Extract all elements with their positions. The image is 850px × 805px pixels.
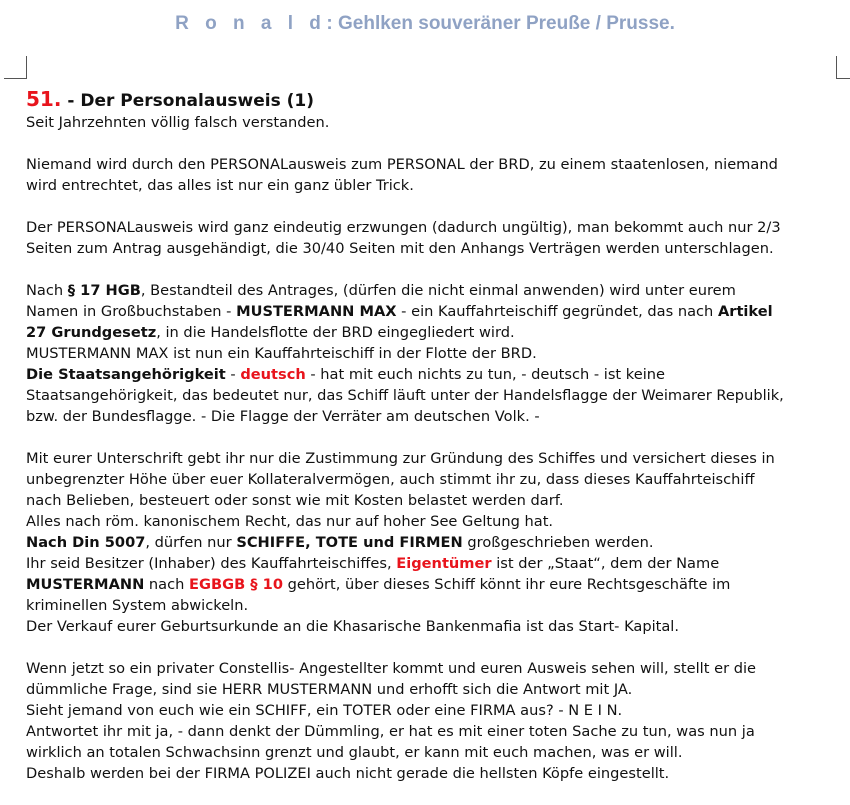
- section-title: [26, 86, 846, 112]
- text-run: Ihr seid Besitzer (Inhaber) des Kauffahrteischiffes,: [26, 555, 397, 572]
- text-run: , in die Handelsflotte der BRD eingegliedert wird.: [156, 324, 515, 341]
- paragraph-line: dümmliche Frage, sind sie HERR MUSTERMANN und erhofft sich die Antwort mit JA.: [26, 681, 633, 698]
- paragraph-line: Deshalb werden bei der FIRMA POLIZEI auch nicht gerade die hellsten Köpfe eingestellt.: [26, 765, 670, 782]
- paragraph-line: unbegrenzter Höhe über euer Kollateralvermögen, auch stimmt ihr zu, dass dieses Kauffahrteischiff: [26, 471, 755, 488]
- mustermann-bold: MUSTERMANN MAX: [236, 303, 397, 320]
- text-run: nach: [144, 576, 190, 593]
- paragraph-line: Wenn jetzt so ein privater Constellis- Angestellter kommt und euren Ausweis sehen will, stellt er die: [26, 660, 757, 677]
- staatsangehoerigkeit-bold: Die Staatsangehörigkeit: [26, 366, 226, 383]
- paragraph-line: Der Verkauf eurer Geburtsurkunde an die Khasarische Bankenmafia ist das Start- Kapital.: [26, 618, 680, 635]
- schiffe-tote-firmen-bold: SCHIFFE, TOTE und FIRMEN: [236, 534, 463, 551]
- paragraph-gap: [26, 196, 846, 217]
- deutsch-highlight: deutsch: [240, 366, 306, 383]
- text-run: großgeschrieben werden.: [462, 534, 654, 551]
- grundgesetz-bold: 27 Grundgesetz: [26, 324, 157, 341]
- paragraph-line: Seiten zum Antrag ausgehändigt, die 30/40 Seiten mit den Anhangs Verträgen werden unterschlagen.: [26, 240, 774, 257]
- text-run: gehört, über dieses Schiff könnt ihr eure Rechtsgeschäfte im: [283, 576, 731, 593]
- header-author-name: R o n a l d: [175, 13, 327, 34]
- paragraph-gap: [26, 427, 846, 448]
- paragraph-line: Mit eurer Unterschrift gebt ihr nur die Zustimmung zur Gründung des Schiffes und versichert dieses in: [26, 450, 775, 467]
- section-title-text: - Der Personalausweis (1): [61, 91, 315, 111]
- paragraph-gap: [26, 637, 846, 658]
- text-run: , Bestandteil des Antrages, (dürfen die nicht einmal anwenden) wird unter eurem: [140, 282, 736, 299]
- egbgb-highlight: EGBGB § 10: [189, 576, 283, 593]
- crop-mark-right: [836, 56, 850, 79]
- paragraph-line: Staatsangehörigkeit, das bedeutet nur, das Schiff läuft unter der Handelsflagge der Weimarer Republik,: [26, 387, 784, 404]
- section-number: 51.: [26, 87, 62, 111]
- paragraph-gap: [26, 133, 846, 154]
- paragraph-line: nach Belieben, besteuert oder sonst wie mit Kosten belastet werden darf.: [26, 492, 564, 509]
- page-header: [0, 13, 850, 35]
- paragraph-line: Alles nach röm. kanonischem Recht, das nur auf hoher See Geltung hat.: [26, 513, 554, 530]
- paragraph-line: Niemand wird durch den PERSONALausweis zum PERSONAL der BRD, zu einem staatenlosen, niemand: [26, 156, 778, 173]
- paragraph-line: bzw. der Bundesflagge. - Die Flagge der Verräter am deutschen Volk. -: [26, 408, 540, 425]
- eigentuemer-highlight: Eigentümer: [396, 555, 492, 572]
- paragraph-line: wirklich an totalen Schwachsinn grenzt und glaubt, er kann mit euch machen, was er will.: [26, 744, 683, 761]
- paragraph-line: Sieht jemand von euch wie ein SCHIFF, ein TOTER oder eine FIRMA aus? - N E I N.: [26, 702, 623, 719]
- paragraph-line: MUSTERMANN MAX ist nun ein Kauffahrteischiff in der Flotte der BRD.: [26, 345, 537, 362]
- paragraph-gap: [26, 259, 846, 280]
- text-run: -: [225, 366, 241, 383]
- text-run: - ein Kauffahrteischiff gegründet, das nach: [396, 303, 718, 320]
- paragraph-line: kriminellen System abwickeln.: [26, 597, 249, 614]
- paragraph-line: [26, 532, 846, 553]
- document-body: [26, 86, 846, 784]
- paragraph-line: wird entrechtet, das alles ist nur ein ganz übler Trick.: [26, 177, 414, 194]
- paragraph-line: [26, 574, 846, 595]
- din-reference: Nach Din 5007: [26, 534, 146, 551]
- text-run: Namen in Großbuchstaben -: [26, 303, 237, 320]
- paragraph-line: [26, 301, 846, 322]
- paragraph-line: Der PERSONALausweis wird ganz eindeutig erzwungen (dadurch ungültig), man bekommt auch nur 2/3: [26, 219, 781, 236]
- text-run: , dürfen nur: [145, 534, 237, 551]
- paragraph-line: [26, 322, 846, 343]
- hgb-reference: § 17 HGB: [67, 282, 141, 299]
- text-run: - hat mit euch nichts zu tun, - deutsch - ist keine: [305, 366, 665, 383]
- paragraph-line: [26, 364, 846, 385]
- text-run: ist der „Staat“, dem der Name: [491, 555, 720, 572]
- text-run: Nach: [26, 282, 68, 299]
- crop-mark-left: [4, 56, 27, 79]
- header-subtitle: : Gehlken souveräner Preuße / Prusse.: [326, 13, 675, 34]
- paragraph-line: [26, 280, 846, 301]
- mustermann-bold: MUSTERMANN: [26, 576, 145, 593]
- paragraph-line: Antwortet ihr mit ja, - dann denkt der Dümmling, er hat es mit einer toten Sache zu tun, was nun ja: [26, 723, 755, 740]
- paragraph-line: Seit Jahrzehnten völlig falsch verstanden.: [26, 114, 330, 131]
- artikel-bold: Artikel: [717, 303, 773, 320]
- paragraph-line: [26, 553, 846, 574]
